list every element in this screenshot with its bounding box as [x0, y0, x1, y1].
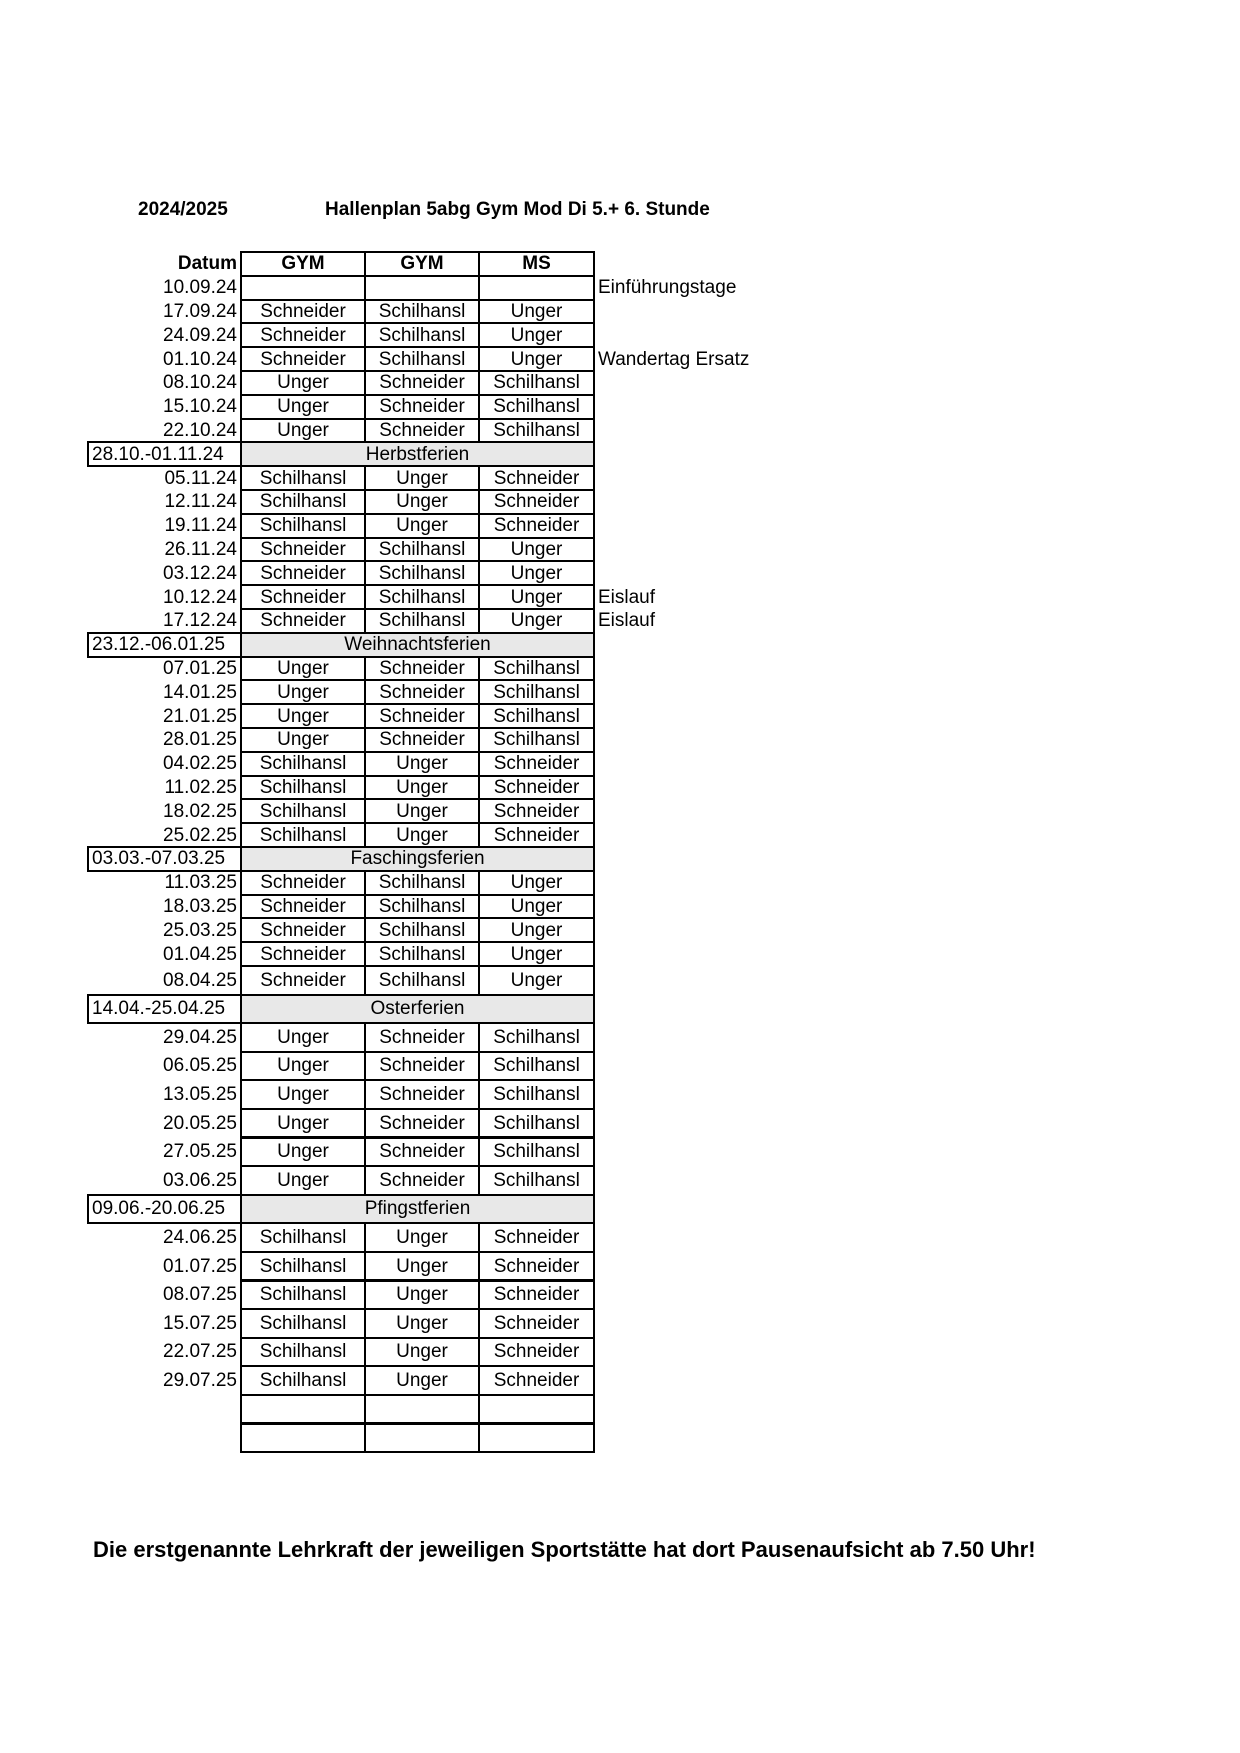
teacher-cell: Schneider [364, 1165, 480, 1196]
teacher-cell: Schneider [478, 822, 595, 848]
row-date: 10.12.24 [163, 586, 237, 608]
teacher-cell: Schneider [478, 1365, 595, 1396]
teacher-cell: Schilhansl [240, 489, 366, 515]
row-date: 01.07.25 [163, 1255, 237, 1277]
teacher-cell: Unger [478, 299, 595, 325]
row-date [0, 1423, 239, 1454]
teacher-cell: Unger [478, 346, 595, 372]
teacher-cell: Unger [478, 917, 595, 943]
teacher-cell: Unger [240, 1108, 366, 1139]
holiday-range: 28.10.-01.11.24 [87, 441, 242, 467]
row-date: 29.04.25 [163, 1026, 237, 1048]
teacher-cell: Schilhansl [240, 1222, 366, 1253]
teacher-cell: Schneider [364, 418, 480, 444]
teacher-cell: Unger [364, 1222, 480, 1253]
teacher-cell: Unger [240, 1051, 366, 1082]
teacher-cell: Unger [240, 418, 366, 444]
column-header: GYM [240, 251, 366, 277]
row-date: 15.07.25 [163, 1312, 237, 1334]
teacher-cell: Schneider [240, 917, 366, 943]
teacher-cell: Schneider [240, 584, 366, 610]
teacher-cell: Schneider [364, 727, 480, 753]
teacher-cell: Schilhansl [240, 798, 366, 824]
teacher-cell: Unger [478, 941, 595, 967]
teacher-cell [478, 275, 595, 301]
row-date: 03.12.24 [163, 562, 237, 584]
teacher-cell: Schilhansl [240, 465, 366, 491]
teacher-cell: Schneider [478, 1222, 595, 1253]
holiday-range: 23.12.-06.01.25 [87, 632, 242, 658]
teacher-cell: Schilhansl [364, 537, 480, 563]
teacher-cell: Schilhansl [478, 1137, 595, 1168]
teacher-cell [240, 1423, 366, 1454]
teacher-cell: Schneider [240, 941, 366, 967]
footer-note: Die erstgenannte Lehrkraft der jeweiligen Sportstätte hat dort Pausenaufsicht ab 7.50 Uhr! [93, 1537, 1036, 1562]
date-column-header: Datum [177, 253, 237, 275]
teacher-cell: Schilhansl [240, 1251, 366, 1282]
school-year: 2024/2025 [138, 199, 228, 220]
teacher-cell: Schneider [364, 703, 480, 729]
teacher-cell: Schilhansl [240, 1308, 366, 1339]
teacher-cell: Unger [240, 394, 366, 420]
teacher-cell: Unger [240, 656, 366, 682]
teacher-cell: Schneider [240, 299, 366, 325]
teacher-cell: Unger [364, 1337, 480, 1368]
row-date: 21.01.25 [163, 705, 237, 727]
teacher-cell: Schilhansl [478, 1108, 595, 1139]
teacher-cell: Schilhansl [364, 894, 480, 920]
teacher-cell: Schilhansl [478, 394, 595, 420]
teacher-cell: Unger [364, 1280, 480, 1311]
row-date: 28.01.25 [163, 729, 237, 751]
row-date: 06.05.25 [163, 1055, 237, 1077]
row-date: 15.10.24 [163, 396, 237, 418]
teacher-cell: Unger [240, 703, 366, 729]
teacher-cell: Schneider [364, 1108, 480, 1139]
teacher-cell: Schilhansl [478, 418, 595, 444]
teacher-cell: Unger [364, 1365, 480, 1396]
holiday-label: Herbstferien [240, 441, 595, 467]
teacher-cell: Schilhansl [240, 751, 366, 777]
teacher-cell: Schneider [478, 798, 595, 824]
teacher-cell: Schilhansl [478, 370, 595, 396]
holiday-range: 03.03.-07.03.25 [87, 846, 242, 872]
teacher-cell: Unger [364, 1308, 480, 1339]
row-date: 10.09.24 [163, 277, 237, 299]
row-date: 26.11.24 [164, 538, 237, 560]
teacher-cell: Schilhansl [364, 584, 480, 610]
teacher-cell: Unger [240, 1137, 366, 1168]
teacher-cell: Schneider [364, 1051, 480, 1082]
row-note: Einführungstage [598, 277, 737, 299]
row-date: 24.09.24 [163, 324, 237, 346]
teacher-cell: Unger [364, 775, 480, 801]
teacher-cell: Schneider [240, 322, 366, 348]
teacher-cell: Schneider [364, 1022, 480, 1053]
row-note: Eislauf [598, 610, 656, 632]
row-date: 19.11.24 [164, 515, 237, 537]
teacher-cell: Schilhansl [364, 917, 480, 943]
row-date: 22.10.24 [163, 419, 237, 441]
teacher-cell: Unger [364, 465, 480, 491]
holiday-label: Weihnachtsferien [240, 632, 595, 658]
teacher-cell: Schneider [364, 679, 480, 705]
teacher-cell [240, 275, 366, 301]
row-date: 08.10.24 [163, 372, 237, 394]
teacher-cell: Unger [240, 1079, 366, 1110]
teacher-cell: Schilhansl [478, 1051, 595, 1082]
teacher-cell: Schilhansl [364, 941, 480, 967]
teacher-cell: Unger [478, 608, 595, 634]
teacher-cell: Schneider [364, 370, 480, 396]
teacher-cell: Schneider [478, 489, 595, 515]
row-date: 04.02.25 [163, 753, 237, 775]
teacher-cell: Schneider [240, 346, 366, 372]
row-date: 25.03.25 [163, 919, 237, 941]
row-date: 11.02.25 [164, 776, 237, 798]
holiday-label: Faschingsferien [240, 846, 595, 872]
row-date [0, 1394, 239, 1425]
row-date: 01.04.25 [163, 943, 237, 965]
teacher-cell: Unger [364, 513, 480, 539]
teacher-cell: Schilhansl [478, 1165, 595, 1196]
teacher-cell [478, 1394, 595, 1425]
row-date: 17.12.24 [163, 610, 237, 632]
column-header: MS [478, 251, 595, 277]
teacher-cell: Unger [364, 798, 480, 824]
teacher-cell: Unger [478, 322, 595, 348]
holiday-range: 09.06.-20.06.25 [87, 1194, 242, 1225]
row-date: 01.10.24 [163, 348, 237, 370]
holiday-label: Pfingstferien [240, 1194, 595, 1225]
teacher-cell: Schilhansl [478, 703, 595, 729]
teacher-cell: Unger [478, 894, 595, 920]
row-date: 03.06.25 [163, 1169, 237, 1191]
teacher-cell: Schilhansl [240, 1280, 366, 1311]
row-date: 05.11.24 [164, 467, 237, 489]
teacher-cell: Schilhansl [240, 1337, 366, 1368]
row-date: 12.11.24 [164, 491, 237, 513]
teacher-cell: Unger [240, 1165, 366, 1196]
teacher-cell: Unger [478, 584, 595, 610]
teacher-cell: Unger [364, 1251, 480, 1282]
row-date: 20.05.25 [163, 1112, 237, 1134]
teacher-cell: Schilhansl [364, 965, 480, 996]
holiday-label: Osterferien [240, 994, 595, 1025]
teacher-cell: Schilhansl [478, 1022, 595, 1053]
row-date: 29.07.25 [163, 1370, 237, 1392]
teacher-cell: Schilhansl [364, 608, 480, 634]
teacher-cell: Schneider [478, 1337, 595, 1368]
teacher-cell [364, 1423, 480, 1454]
row-date: 14.01.25 [163, 681, 237, 703]
teacher-cell: Schilhansl [364, 346, 480, 372]
teacher-cell: Schilhansl [478, 1079, 595, 1110]
teacher-cell: Schilhansl [240, 513, 366, 539]
teacher-cell: Schneider [478, 465, 595, 491]
teacher-cell: Schilhansl [478, 727, 595, 753]
teacher-cell: Schneider [478, 1308, 595, 1339]
teacher-cell: Schneider [478, 513, 595, 539]
teacher-cell: Schilhansl [364, 560, 480, 586]
row-date: 22.07.25 [163, 1341, 237, 1363]
teacher-cell: Schilhansl [240, 1365, 366, 1396]
teacher-cell: Schilhansl [364, 299, 480, 325]
page-title: Hallenplan 5abg Gym Mod Di 5.+ 6. Stunde [325, 199, 710, 220]
teacher-cell: Schneider [478, 751, 595, 777]
row-note: Eislauf [598, 586, 656, 608]
teacher-cell: Schneider [364, 1137, 480, 1168]
row-date: 08.04.25 [163, 969, 237, 991]
teacher-cell: Schilhansl [364, 870, 480, 896]
row-date: 17.09.24 [163, 300, 237, 322]
row-date: 18.03.25 [163, 895, 237, 917]
teacher-cell: Schilhansl [478, 679, 595, 705]
teacher-cell: Unger [240, 370, 366, 396]
column-header: GYM [364, 251, 480, 277]
teacher-cell: Unger [478, 560, 595, 586]
teacher-cell: Unger [478, 537, 595, 563]
teacher-cell: Schneider [240, 965, 366, 996]
holiday-range: 14.04.-25.04.25 [87, 994, 242, 1025]
row-date: 18.02.25 [163, 800, 237, 822]
teacher-cell: Schneider [240, 608, 366, 634]
row-note: Wandertag Ersatz [598, 348, 750, 370]
row-date: 08.07.25 [163, 1284, 237, 1306]
teacher-cell: Schneider [478, 775, 595, 801]
teacher-cell: Schilhansl [240, 775, 366, 801]
teacher-cell: Schneider [240, 560, 366, 586]
teacher-cell: Schilhansl [240, 822, 366, 848]
teacher-cell: Schneider [240, 894, 366, 920]
teacher-cell: Schilhansl [478, 656, 595, 682]
teacher-cell [478, 1423, 595, 1454]
teacher-cell: Schneider [240, 537, 366, 563]
teacher-cell: Schneider [478, 1280, 595, 1311]
teacher-cell: Unger [478, 965, 595, 996]
teacher-cell: Schneider [364, 394, 480, 420]
teacher-cell: Unger [364, 751, 480, 777]
teacher-cell [364, 1394, 480, 1425]
teacher-cell: Unger [240, 1022, 366, 1053]
teacher-cell: Schneider [478, 1251, 595, 1282]
teacher-cell: Unger [240, 679, 366, 705]
teacher-cell: Unger [478, 870, 595, 896]
teacher-cell: Schneider [364, 656, 480, 682]
teacher-cell: Unger [364, 489, 480, 515]
row-date: 27.05.25 [163, 1141, 237, 1163]
teacher-cell: Schilhansl [364, 322, 480, 348]
teacher-cell: Schneider [240, 870, 366, 896]
row-date: 24.06.25 [163, 1227, 237, 1249]
teacher-cell: Schneider [364, 1079, 480, 1110]
row-date: 13.05.25 [163, 1084, 237, 1106]
teacher-cell [364, 275, 480, 301]
teacher-cell: Unger [240, 727, 366, 753]
row-date: 25.02.25 [163, 824, 237, 846]
teacher-cell: Unger [364, 822, 480, 848]
row-date: 11.03.25 [164, 872, 237, 894]
teacher-cell [240, 1394, 366, 1425]
row-date: 07.01.25 [163, 657, 237, 679]
